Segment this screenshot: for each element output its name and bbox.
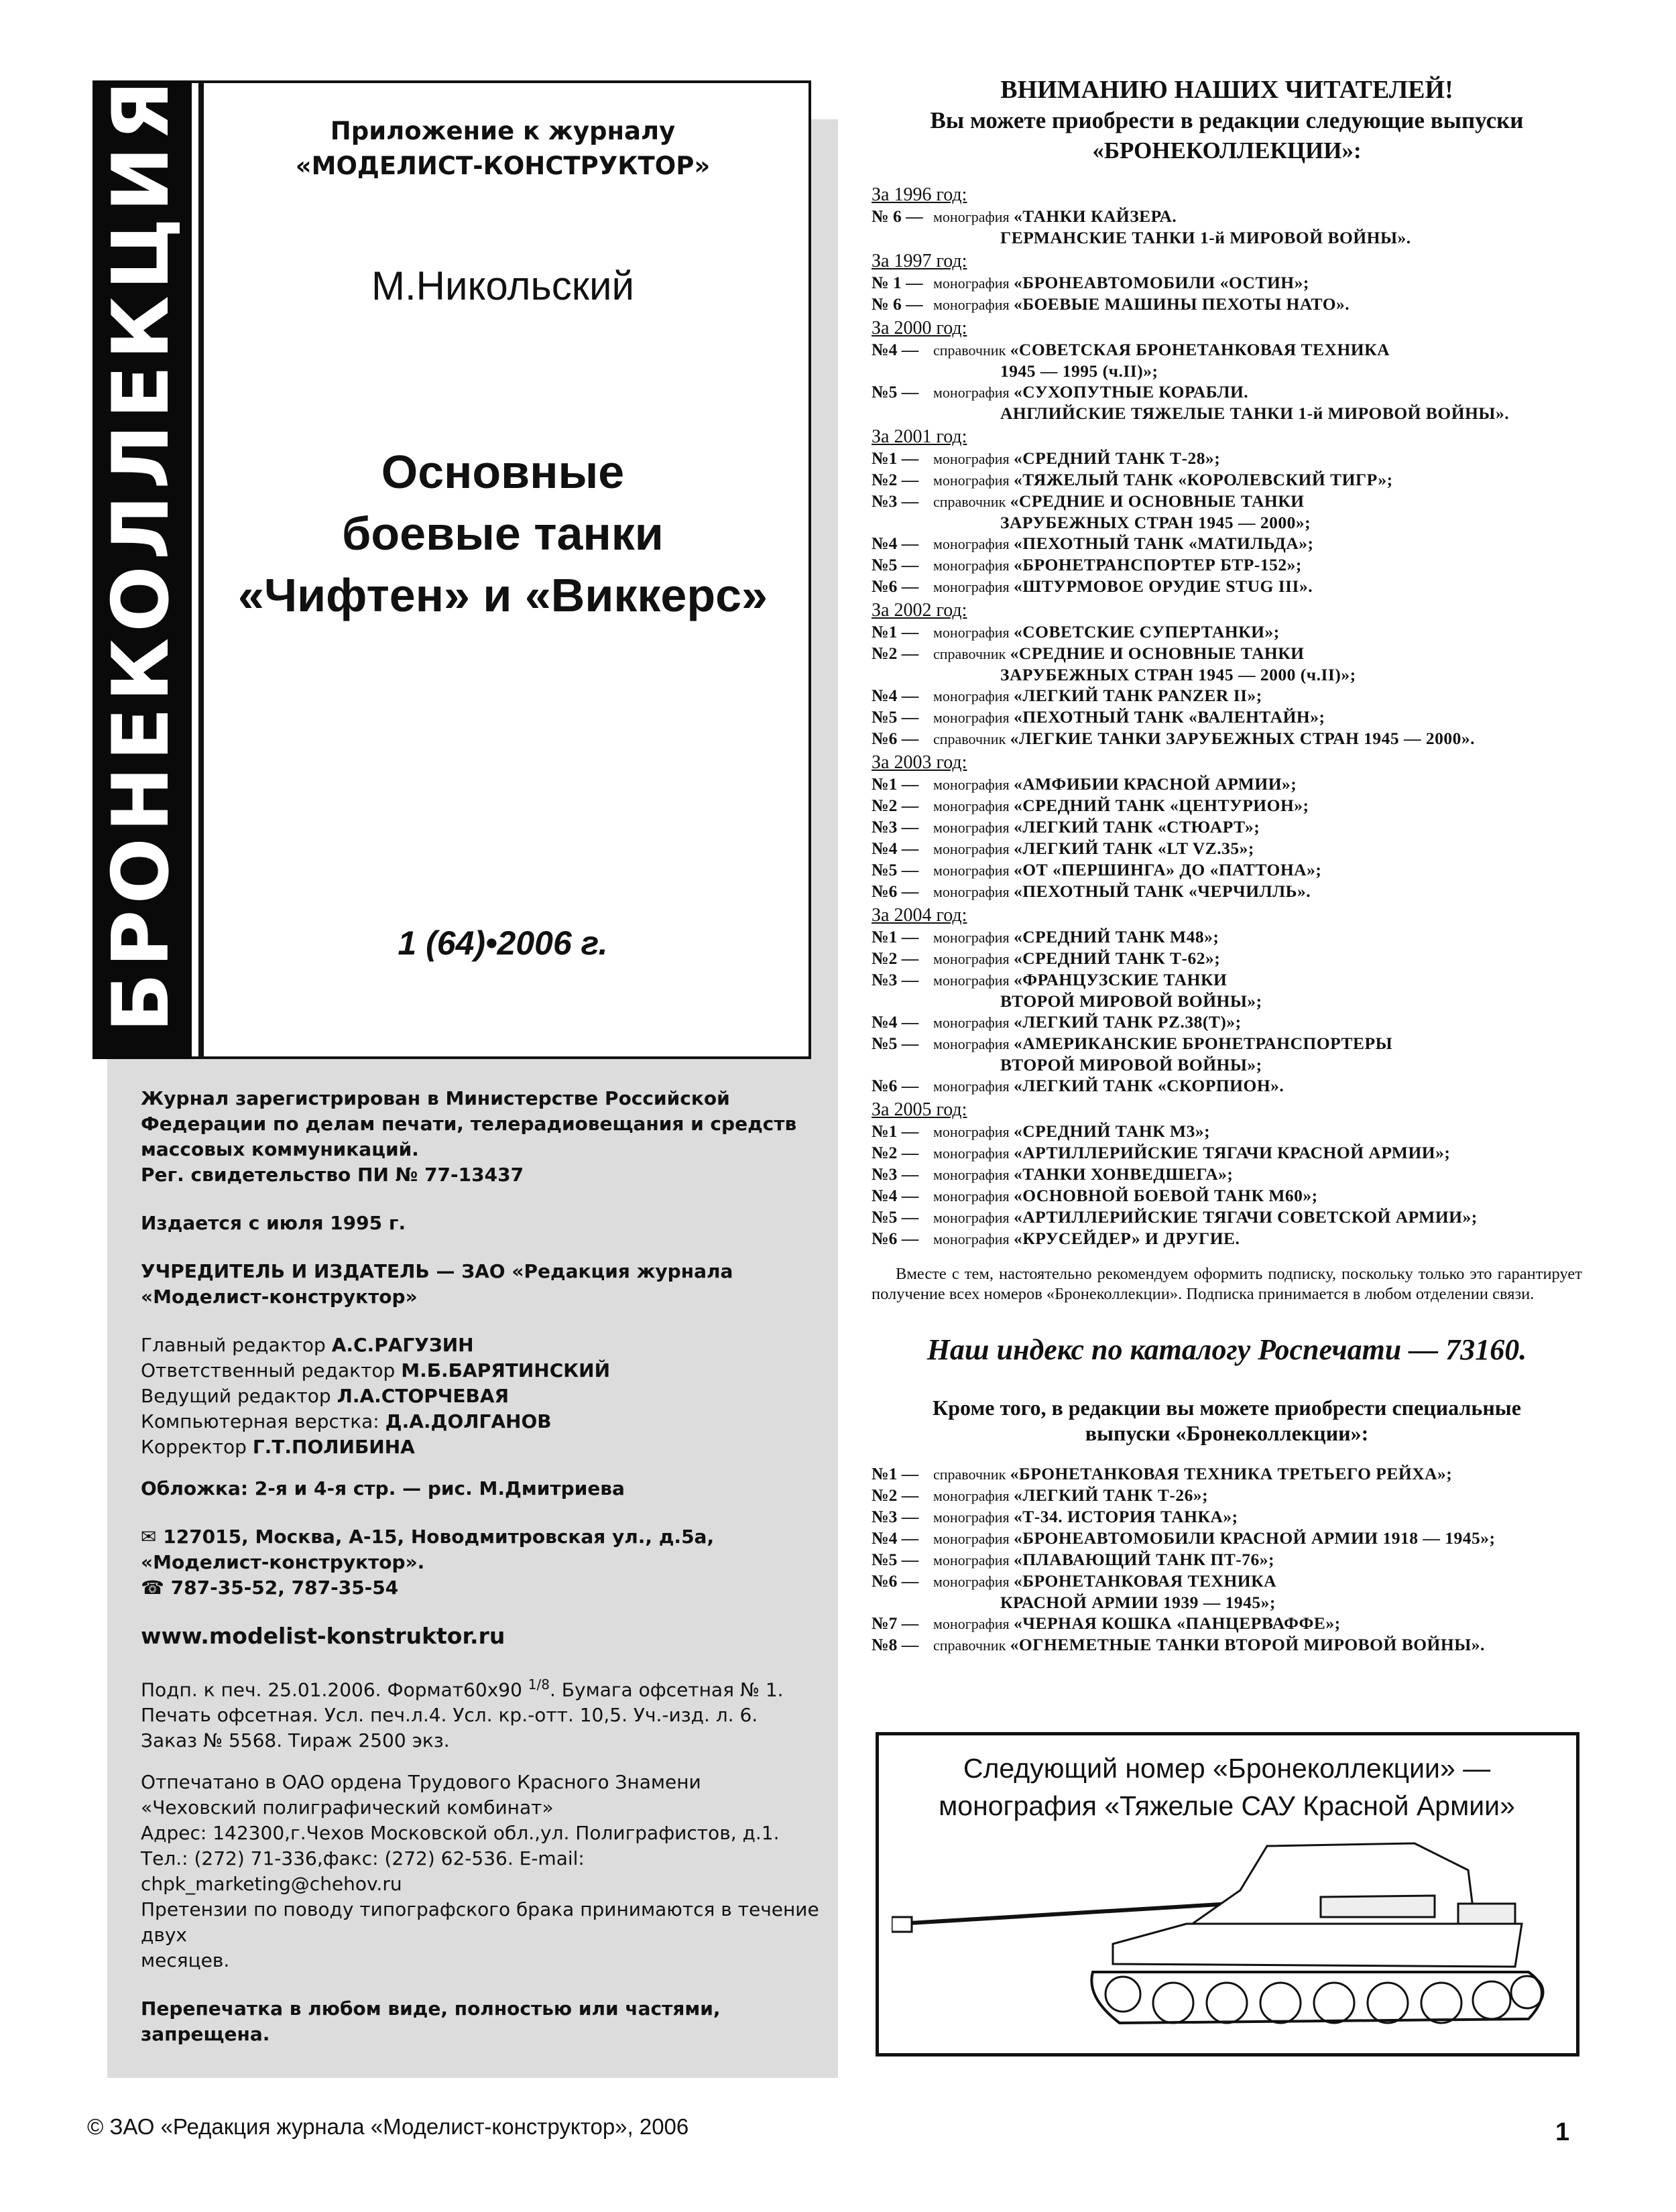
issue-number: №4 —	[872, 1012, 919, 1032]
catalog-index: Наш индекс по каталогу Роспечати — 73160.	[926, 1333, 1527, 1366]
issue-type: справочник	[933, 1466, 1006, 1483]
issue-type: монография	[933, 1036, 1010, 1052]
list-item	[872, 664, 1582, 685]
issue-type: монография	[933, 798, 1010, 814]
list-item	[872, 1463, 1582, 1485]
text-line: Журнал зарегистрирован в Министерстве Российской	[141, 1087, 730, 1109]
issue-title: «СУХОПУТНЫЕ КОРАБЛИ.	[1014, 382, 1249, 402]
issue-title: «БРОНЕТАНКОВАЯ ТЕХНИКА ТРЕТЬЕГО РЕЙХА»;	[1010, 1464, 1453, 1483]
issue-type: монография	[933, 1014, 1010, 1031]
issue-title: «ТАНКИ ХОНВЕДШЕГА»;	[1014, 1164, 1234, 1184]
issue-title: «ФРАНЦУЗСКИЕ ТАНКИ	[1014, 970, 1228, 989]
issue-title: ВТОРОЙ МИРОВОЙ ВОЙНЫ»;	[1000, 1055, 1262, 1074]
text-line: запрещена.	[141, 2023, 270, 2046]
issue-type: монография	[933, 450, 1010, 467]
issue-number: №4 —	[872, 534, 919, 553]
issue-type: монография	[933, 208, 1010, 225]
issue-title: ЗАРУБЕЖНЫХ СТРАН 1945 — 2000 (ч.II)»;	[1000, 665, 1356, 684]
list-item	[872, 706, 1582, 728]
issue-title: КРАСНОЙ АРМИИ 1939 — 1945»;	[1000, 1593, 1276, 1612]
text-line: «Моделист-конструктор».	[141, 1551, 425, 1573]
year-heading: За 2001 год:	[872, 426, 967, 447]
issue-title: «ЛЕГКИЙ ТАНК PANZER II»;	[1014, 686, 1262, 705]
text-line: месяцев.	[141, 1949, 230, 1972]
issue-type: справочник	[933, 731, 1006, 747]
issue-number: №6 —	[872, 729, 919, 748]
issue-title: «ТЯЖЕЛЫЙ ТАНК «КОРОЛЕВСКИЙ ТИГР»;	[1014, 470, 1393, 489]
issue-number: №3 —	[872, 817, 919, 837]
issue-number: №2 —	[872, 1143, 919, 1162]
issue-type: монография	[933, 1209, 1010, 1226]
issue-type: монография	[933, 1530, 1010, 1547]
list-item	[872, 294, 1582, 315]
list-item	[872, 1506, 1582, 1528]
issue-title: «Т-34. ИСТОРИЯ ТАНКА»;	[1014, 1507, 1238, 1526]
issue-title-continuation	[872, 1592, 1582, 1613]
list-item	[872, 1164, 1582, 1185]
issue-title: «БОЕВЫЕ МАШИНЫ ПЕХОТЫ НАТО».	[1014, 294, 1350, 314]
reprint-notice	[141, 1996, 825, 2047]
issue-title-continuation	[872, 991, 1582, 1011]
issue-number: №5 —	[872, 382, 919, 402]
year-heading: За 2004 год:	[872, 905, 967, 926]
notice-subheading: «БРОНЕКОЛЛЕКЦИИ»:	[1092, 137, 1362, 164]
issue-title: «КРУСЕЙДЕР» И ДРУГИЕ.	[1014, 1229, 1240, 1248]
readers-notice	[872, 75, 1582, 1656]
issue-number: №5 —	[872, 860, 919, 879]
issue-number: №3 —	[872, 1164, 919, 1184]
imprint	[141, 1086, 825, 2047]
hull	[1113, 1924, 1522, 1967]
list-item	[872, 1142, 1582, 1164]
issue-type: монография	[933, 384, 1010, 401]
title-line: «Чифтен» и «Виккерс»	[238, 569, 768, 621]
issue-title: «БРОНЕАВТОМОБИЛИ КРАСНОЙ АРМИИ 1918 — 1945»;	[1014, 1528, 1496, 1548]
list-item	[872, 728, 1582, 749]
year-heading: За 2003 год:	[872, 752, 967, 773]
issue-number: №3 —	[872, 970, 919, 989]
issue-number: №5 —	[872, 1207, 919, 1227]
issue-title: «ШТУРМОВОЕ ОРУДИЕ STUG III».	[1014, 576, 1313, 596]
fuel-tank	[1458, 1904, 1515, 1924]
list-item	[872, 1075, 1582, 1097]
title-line: Основные	[381, 446, 625, 498]
list-item	[872, 1549, 1582, 1571]
issue-type: монография	[933, 624, 1010, 641]
issue-number: №6 —	[872, 881, 919, 901]
issue-title: «АРТИЛЛЕРИЙСКИЕ ТЯГАЧИ КРАСНОЙ АРМИИ»;	[1014, 1143, 1451, 1162]
issue-title-continuation	[872, 664, 1582, 685]
list-item	[872, 1592, 1582, 1613]
list-item	[872, 227, 1582, 248]
issue-title: «ЛЕГКИЙ ТАНК «СТЮАРТ»;	[1014, 817, 1260, 837]
issue-type: монография	[933, 1145, 1010, 1162]
issue-type: монография	[933, 841, 1010, 857]
list-item	[872, 403, 1582, 424]
list-item	[872, 685, 1582, 706]
issue-title: «ЛЕГКИЙ ТАНК «LT VZ.35»;	[1014, 839, 1254, 858]
issue-title: «ПЕХОТНЫЙ ТАНК «ЧЕРЧИЛЛЬ».	[1014, 881, 1311, 901]
spine-title: БРОНЕКОЛЛЕКЦИЯ	[96, 74, 186, 1032]
year-heading: За 2005 год:	[872, 1099, 967, 1120]
issue-number: №4 —	[872, 839, 919, 858]
issue-number: №1 —	[872, 448, 919, 468]
year-heading: За 2002 год:	[872, 600, 967, 621]
issue-type: монография	[933, 883, 1010, 900]
issue-number: №3 —	[872, 491, 919, 511]
issue-type: справочник	[933, 1637, 1006, 1654]
text-line: Перепечатка в любом виде, полностью или частями,	[141, 1998, 721, 2020]
text-line: массовых коммуникаций.	[141, 1138, 419, 1160]
list-item	[872, 554, 1582, 576]
founder-info	[141, 1259, 825, 1310]
issue-title: «СРЕДНИЙ ТАНК «ЦЕНТУРИОН»;	[1014, 796, 1309, 815]
issue-title: «ТАНКИ КАЙЗЕРА.	[1014, 206, 1177, 226]
issue-type: монография	[933, 296, 1010, 313]
text-line: Рег. свидетельство ПИ № 77-13437	[141, 1164, 524, 1186]
book-title	[208, 441, 798, 626]
list-item	[872, 1571, 1582, 1592]
issue-title: «ЧЕРНАЯ КОШКА «ПАНЦЕРВАФФЕ»;	[1014, 1613, 1341, 1633]
issue-type: монография	[933, 1487, 1010, 1504]
issue-title: ГЕРМАНСКИЕ ТАНКИ 1-й МИРОВОЙ ВОЙНЫ».	[1000, 228, 1411, 247]
issue-type: монография	[933, 972, 1010, 989]
staff-list	[141, 1333, 825, 1460]
issue-number: №8 —	[872, 1635, 919, 1654]
spine-rule	[198, 80, 204, 1059]
issue-title: «БРОНЕАВТОМОБИЛИ «ОСТИН»;	[1014, 273, 1309, 292]
issue-number: №7 —	[872, 1613, 919, 1633]
issue-type: справочник	[933, 342, 1006, 359]
list-item	[872, 272, 1582, 294]
issue-number: № 1 —	[872, 273, 923, 292]
issue-type: справочник	[933, 646, 1006, 662]
list-item	[872, 643, 1582, 664]
list-item	[872, 948, 1582, 969]
issue-number: № 6 —	[872, 294, 923, 314]
issue-type: монография	[933, 950, 1010, 967]
issue-number: №1 —	[872, 1464, 919, 1483]
list-item	[872, 838, 1582, 859]
issue-title: «АМФИБИИ КРАСНОЙ АРМИИ»;	[1014, 774, 1297, 794]
list-item	[872, 816, 1582, 838]
text-line: Тел.: (272) 71-336,факс: (272) 62-536. E-mail: chpk_marketing@chehov.ru	[141, 1847, 585, 1896]
staff-row: Главный редактор А.С.РАГУЗИН	[141, 1334, 474, 1356]
issue-number: №1 —	[872, 927, 919, 946]
issue-title: «СРЕДНИЙ ТАНК Т-62»;	[1014, 948, 1221, 968]
list-item	[872, 381, 1582, 403]
issue-title: «ЛЕГКИЙ ТАНК Т-26»;	[1014, 1485, 1209, 1505]
list-item	[872, 1485, 1582, 1506]
list-item	[872, 926, 1582, 948]
issue-number: №4 —	[872, 340, 919, 359]
issue-type: справочник	[933, 493, 1006, 510]
text-line: «Моделист-конструктор»	[141, 1286, 418, 1308]
issue-type: монография	[933, 578, 1010, 595]
list-item	[872, 448, 1582, 469]
magazine-name: «МОДЕЛИСТ-КОНСТРУКТОР»	[295, 151, 711, 180]
list-item	[872, 1185, 1582, 1207]
list-item	[872, 1054, 1582, 1075]
text-line: «Чеховский полиграфический комбинат»	[141, 1796, 554, 1819]
cover-art-credit: Обложка: 2-я и 4-я стр. — рис. М.Дмитриева	[141, 1477, 625, 1499]
list-item	[872, 1228, 1582, 1249]
issue-title: «СРЕДНИЕ И ОСНОВНЫЕ ТАНКИ	[1010, 491, 1305, 511]
issue-number: №1 —	[872, 774, 919, 794]
tank-illustration	[892, 1823, 1562, 2044]
list-item	[872, 576, 1582, 597]
list-item	[872, 1634, 1582, 1656]
print-details: Подп. к печ. 25.01.2006. Формат60х90 $^{1/8}$. Бумага офсетная № 1. Печать офсетная. Усл. печ.л.4. Усл. кр.-отт. 10,5. Уч.-изд. л. 6. Заказ № 5568. Тираж 2500 экз.	[141, 1672, 825, 1754]
issue-title: «БРОНЕТАНКОВАЯ ТЕХНИКА	[1014, 1571, 1277, 1591]
issue-title: «ЛЕГКИЙ ТАНК «СКОРПИОН».	[1014, 1076, 1284, 1095]
staff-row: Ведущий редактор Л.А.СТОРЧЕВАЯ	[141, 1385, 510, 1407]
subscription-note: Вместе с тем, настоятельно рекомендуем оформить подписку, поскольку только это гарантирует получение всех номеров «Бронеколлекции». Подписка принимается в любом отделении связи.	[872, 1265, 1582, 1303]
year-heading: За 1997 год:	[872, 251, 967, 271]
issue-type: монография	[933, 1166, 1010, 1183]
list-item	[872, 491, 1582, 512]
list-item	[872, 774, 1582, 795]
issue-title: «ЛЕГКИЕ ТАНКИ ЗАРУБЕЖНЫХ СТРАН 1945 — 2000».	[1010, 729, 1476, 748]
issue-number: №5 —	[872, 555, 919, 574]
text-line: Печать офсетная. Усл. печ.л.4. Усл. кр.-отт. 10,5. Уч.-изд. л. 6.	[141, 1704, 758, 1727]
fuel-tank	[1321, 1896, 1435, 1917]
issue-title: «ПЛАВАЮЩИЙ ТАНК ПТ-76»;	[1014, 1550, 1275, 1569]
contact-info: ✉ 127015, Москва, А-15, Новодмитровская ул., д.5а, «Моделист-конструктор». ☎ 787-35-52, 787-35-54	[141, 1524, 825, 1601]
year-heading: За 2000 год:	[872, 318, 967, 339]
issue-number: №6 —	[872, 576, 919, 596]
issue-title: «ОТ «ПЕРШИНГА» ДО «ПАТТОНА»;	[1014, 860, 1322, 879]
issue-type: монография	[933, 1615, 1010, 1632]
issue-type: монография	[933, 1231, 1010, 1247]
staff-row: Корректор Г.Т.ПОЛИБИНА	[141, 1436, 415, 1458]
special-issues-list	[872, 1463, 1582, 1656]
text-line: Заказ № 5568. Тираж 2500 экз.	[141, 1729, 450, 1752]
author-name: М.Никольский	[371, 263, 635, 308]
list-item	[872, 1613, 1582, 1634]
issue-type: монография	[933, 536, 1010, 552]
text-line: Адрес: 142300,г.Чехов Московской обл.,ул. Полиграфистов, д.1.	[141, 1822, 780, 1845]
issues-by-year	[872, 184, 1582, 1249]
issue-title: «ОСНОВНОЙ БОЕВОЙ ТАНК М60»;	[1014, 1186, 1318, 1205]
list-item	[872, 533, 1582, 554]
issue-title: «СОВЕТСКИЕ СУПЕРТАНКИ»;	[1014, 622, 1280, 641]
issue-number: №2 —	[872, 796, 919, 815]
list-item	[872, 1121, 1582, 1142]
issue-title: «АМЕРИКАНСКИЕ БРОНЕТРАНСПОРТЕРЫ	[1014, 1034, 1393, 1053]
text-line: Претензии по поводу типографского брака принимаются в течение двух	[141, 1898, 819, 1947]
issue-number: №6 —	[872, 1571, 919, 1591]
issue-type: монография	[933, 709, 1010, 726]
issue-title: «СРЕДНИЙ ТАНК М48»;	[1014, 927, 1219, 946]
issue-type: монография	[933, 929, 1010, 946]
list-item	[872, 795, 1582, 816]
issue-type: монография	[933, 688, 1010, 704]
supplement-note	[208, 114, 798, 184]
list-item	[872, 469, 1582, 491]
year-heading: За 1996 год:	[872, 184, 967, 205]
list-item	[872, 991, 1582, 1011]
issue-title: ВТОРОЙ МИРОВОЙ ВОЙНЫ»;	[1000, 991, 1262, 1011]
printer-info	[141, 1770, 825, 1973]
issue-type: монография	[933, 819, 1010, 836]
issue-title-continuation	[872, 227, 1582, 248]
issue-number: №4 —	[872, 1186, 919, 1205]
issue-type: монография	[933, 1078, 1010, 1095]
title-line: боевые танки	[342, 507, 664, 560]
text-line: Отпечатано в ОАО ордена Трудового Красного Знамени	[141, 1771, 701, 1794]
track	[1091, 1972, 1542, 2023]
issue-number: №4 —	[872, 1528, 919, 1548]
text-line: УЧРЕДИТЕЛЬ И ИЗДАТЕЛЬ — ЗАО «Редакция журнала	[141, 1260, 733, 1282]
issue-type: монография	[933, 472, 1010, 489]
issue-title: ЗАРУБЕЖНЫХ СТРАН 1945 — 2000»;	[1000, 513, 1311, 532]
issue-type: монография	[933, 1188, 1010, 1205]
registration-info	[141, 1086, 825, 1188]
list-item	[872, 621, 1582, 643]
copyright: © ЗАО «Редакция журнала «Моделист-конструктор», 2006	[87, 2114, 689, 2139]
issue-type: монография	[933, 1552, 1010, 1569]
issue-number: №4 —	[872, 686, 919, 705]
issue-type: монография	[933, 1123, 1010, 1140]
staff-row: Компьютерная верстка: Д.А.ДОЛГАНОВ	[141, 1410, 552, 1432]
list-item	[872, 859, 1582, 881]
issue-type: монография	[933, 275, 1010, 292]
issue-title: «ЛЕГКИЙ ТАНК PZ.38(T)»;	[1014, 1012, 1242, 1032]
issue-number: №6 —	[872, 1229, 919, 1248]
issue-type: монография	[933, 1573, 1010, 1590]
issue-title: «СОВЕТСКАЯ БРОНЕТАНКОВАЯ ТЕХНИКА	[1010, 340, 1390, 359]
issue-number: № 6 —	[872, 206, 923, 226]
next-issue-announcement: Следующий номер «Бронеколлекции» — монография «Тяжелые САУ Красной Армии»	[939, 1753, 1515, 1821]
issue-type: монография	[933, 862, 1010, 879]
page-number: 1	[1555, 2118, 1570, 2146]
issue-title-continuation	[872, 512, 1582, 533]
staff-row: Ответственный редактор М.Б.БАРЯТИНСКИЙ	[141, 1359, 611, 1381]
issue-number: №2 —	[872, 643, 919, 663]
issue-title: «БРОНЕТРАНСПОРТЕР БТР-152»;	[1014, 555, 1302, 574]
list-item	[872, 512, 1582, 533]
issue-number: №1 —	[872, 622, 919, 641]
issue-title: «СРЕДНИЙ ТАНК М3»;	[1014, 1121, 1211, 1141]
issue-title-continuation	[872, 1054, 1582, 1075]
issue-title: 1945 — 1995 (ч.II)»;	[1000, 361, 1158, 381]
issue-title: АНГЛИЙСКИЕ ТЯЖЕЛЫЕ ТАНКИ 1-й МИРОВОЙ ВОЙНЫ».	[1000, 404, 1510, 423]
list-item	[872, 1033, 1582, 1054]
issue-title: «ОГНЕМЕТНЫЕ ТАНКИ ВТОРОЙ МИРОВОЙ ВОЙНЫ».	[1010, 1635, 1485, 1654]
issue-number: №3 —	[872, 1507, 919, 1526]
issue-title: «СРЕДНИЕ И ОСНОВНЫЕ ТАНКИ	[1010, 643, 1305, 663]
list-item	[872, 969, 1582, 991]
muzzle-brake	[892, 1917, 912, 1932]
notice-heading: ВНИМАНИЮ НАШИХ ЧИТАТЕЛЕЙ!	[1000, 76, 1453, 104]
issue-number: №5 —	[872, 1550, 919, 1569]
issue-type: монография	[933, 1509, 1010, 1526]
issue-title: «СРЕДНИЙ ТАНК Т-28»;	[1014, 448, 1221, 468]
issue-title: «ПЕХОТНЫЙ ТАНК «ВАЛЕНТАЙН»;	[1014, 707, 1325, 727]
list-item	[872, 881, 1582, 902]
issue-title: «АРТИЛЛЕРИЙСКИЕ ТЯГАЧИ СОВЕТСКОЙ АРМИИ»;	[1014, 1207, 1478, 1227]
notice-subheading: Вы можете приобрести в редакции следующие выпуски	[930, 107, 1524, 133]
special-heading: Кроме того, в редакции вы можете приобрести специальные выпуски «Бронеколлекции»:	[933, 1396, 1521, 1445]
supplement-line: Приложение к журналу	[330, 117, 676, 145]
published-since: Издается с июля 1995 г.	[141, 1212, 406, 1234]
issue-type: монография	[933, 776, 1010, 793]
issue-number: №2 —	[872, 948, 919, 968]
list-item	[872, 206, 1582, 227]
issue-title: «ПЕХОТНЫЙ ТАНК «МАТИЛЬДА»;	[1014, 534, 1314, 553]
issue-number: 1 (64)•2006 г.	[398, 924, 608, 962]
list-item	[872, 1011, 1582, 1033]
issue-number: №1 —	[872, 1121, 919, 1141]
list-item	[872, 361, 1582, 381]
list-item	[872, 1528, 1582, 1549]
issue-number: №6 —	[872, 1076, 919, 1095]
envelope-icon: ✉	[141, 1526, 157, 1548]
issue-number: №5 —	[872, 707, 919, 727]
issue-type: монография	[933, 557, 1010, 574]
list-item	[872, 1207, 1582, 1228]
phone-icon: ☎	[141, 1577, 164, 1599]
issue-title-continuation	[872, 403, 1582, 424]
issue-number: №2 —	[872, 1485, 919, 1505]
list-item	[872, 339, 1582, 361]
text-line: Федерации по делам печати, телерадиовещания и средств	[141, 1113, 797, 1135]
website-link[interactable]: www.modelist-konstruktor.ru	[141, 1623, 505, 1649]
issue-number: №2 —	[872, 470, 919, 489]
issue-number: №5 —	[872, 1034, 919, 1053]
issue-title-continuation	[872, 361, 1582, 381]
